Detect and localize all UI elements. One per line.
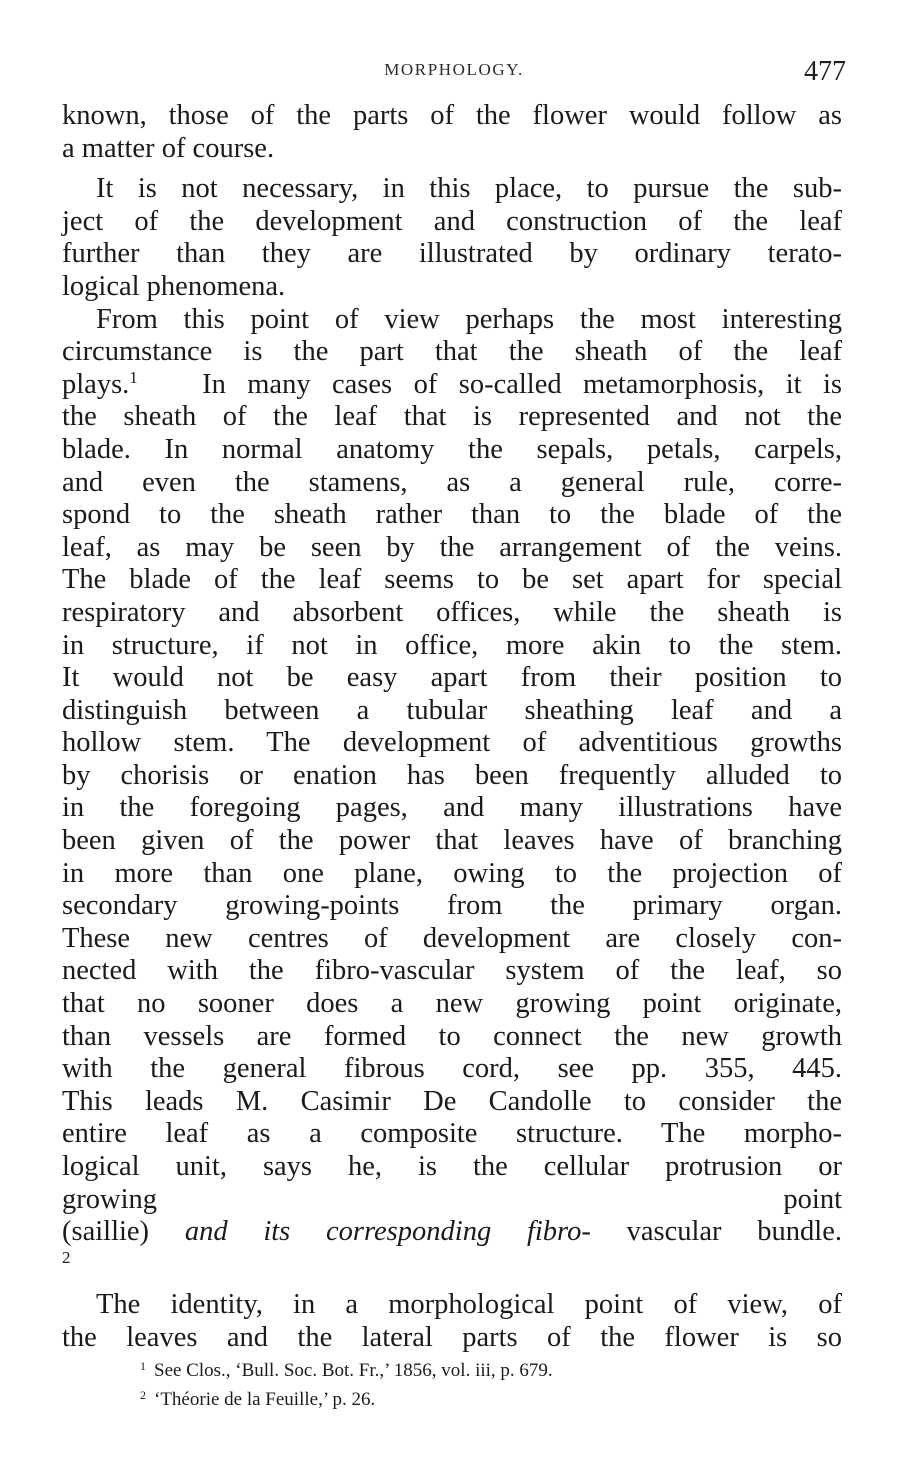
text-line: and even the stamens, as a general rule, corre-	[62, 466, 842, 498]
text-line: ject of the development and construction of the leaf	[62, 205, 842, 237]
footnote-number: 1	[140, 1359, 146, 1373]
text-line: The blade of the leaf seems to be set apart for special	[62, 564, 842, 596]
footnote-text: ‘Théorie de la Feuille,’ p. 26.	[154, 1389, 376, 1410]
text-line: the leaves and the lateral parts of the flower is so	[62, 1321, 842, 1353]
text-line: by chorisis or enation has been frequently alluded to	[62, 759, 842, 791]
running-title: MORPHOLOGY.	[384, 60, 524, 79]
footnote-mark: 2	[62, 1247, 71, 1267]
text-line: nected with the fibro-vascular system of the leaf, so	[62, 955, 842, 987]
line-fragment: vascular bundle.	[626, 1216, 842, 1248]
text-line: From this point of view perhaps the most interesting	[96, 303, 842, 335]
text-line-with-footnote	[62, 369, 842, 402]
text-line: than vessels are formed to connect the new growth	[62, 1020, 842, 1052]
italic-term: and its corresponding fibro-	[184, 1216, 591, 1248]
footnote-mark: 1	[129, 367, 138, 387]
page-number: 477	[804, 56, 846, 87]
text-line: in structure, if not in office, more akin to the stem.	[62, 629, 842, 661]
text-line: logical phenomena.	[62, 270, 286, 302]
line-fragment: plays.	[62, 368, 130, 400]
text-line: known, those of the parts of the flower would follow as	[62, 100, 842, 131]
text-line: The identity, in a morphological point of view, of	[96, 1289, 842, 1321]
footnote-number: 2	[140, 1388, 146, 1402]
text-line: in the foregoing pages, and many illustrations have	[62, 792, 842, 824]
text-line: respiratory and absorbent offices, while the sheath is	[62, 596, 842, 628]
text-line: These new centres of development are closely con-	[62, 922, 842, 954]
text-line: in more than one plane, owing to the projection of	[62, 857, 842, 889]
text-line: circumstance is the part that the sheath of the leaf	[62, 336, 842, 368]
footnote-text: See Clos., ‘Bull. Soc. Bot. Fr.,’ 1856, vol. iii, p. 679.	[154, 1360, 553, 1381]
text-line: a matter of course.	[62, 132, 275, 164]
text-line: secondary growing-points from the primary organ.	[62, 890, 842, 922]
text-line: growing point	[62, 1183, 842, 1215]
text-line: been given of the power that leaves have of branching	[62, 825, 842, 857]
footnote	[140, 1354, 740, 1383]
text-line: with the general fibrous cord, see pp. 355, 445.	[62, 1053, 842, 1085]
text-line-with-italic	[62, 1216, 842, 1249]
text-line-with-footnote	[62, 1249, 842, 1282]
text-line: leaf, as may be seen by the arrangement of the veins.	[62, 531, 842, 563]
text-line: It is not necessary, in this place, to pursue the sub-	[96, 173, 842, 205]
footnotes	[140, 1354, 740, 1412]
text-line: blade. In normal anatomy the sepals, petals, carpels,	[62, 433, 842, 465]
text-line: entire leaf as a composite structure. The morpho-	[62, 1118, 842, 1150]
footnote	[140, 1383, 740, 1412]
text-line: distinguish between a tubular sheathing leaf and a	[62, 694, 842, 726]
text-line: the sheath of the leaf that is represented and not the	[62, 401, 842, 433]
body-text	[62, 100, 842, 1355]
text-line: This leads M. Casimir De Candolle to consider the	[62, 1085, 842, 1117]
running-head	[0, 56, 908, 86]
text-line: spond to the sheath rather than to the blade of the	[62, 499, 842, 531]
text-line: It would not be easy apart from their position to	[62, 662, 842, 694]
text-line: hollow stem. The development of adventitious growths	[62, 727, 842, 759]
text-line: further than they are illustrated by ordinary terato-	[62, 238, 842, 270]
line-fragment: (saillie)	[62, 1216, 150, 1248]
line-fragment: In many cases of so-called metamorphosis, it is	[202, 368, 843, 400]
text-line: that no sooner does a new growing point originate,	[62, 988, 842, 1020]
text-line: logical unit, says he, is the cellular protrusion or	[62, 1151, 842, 1182]
